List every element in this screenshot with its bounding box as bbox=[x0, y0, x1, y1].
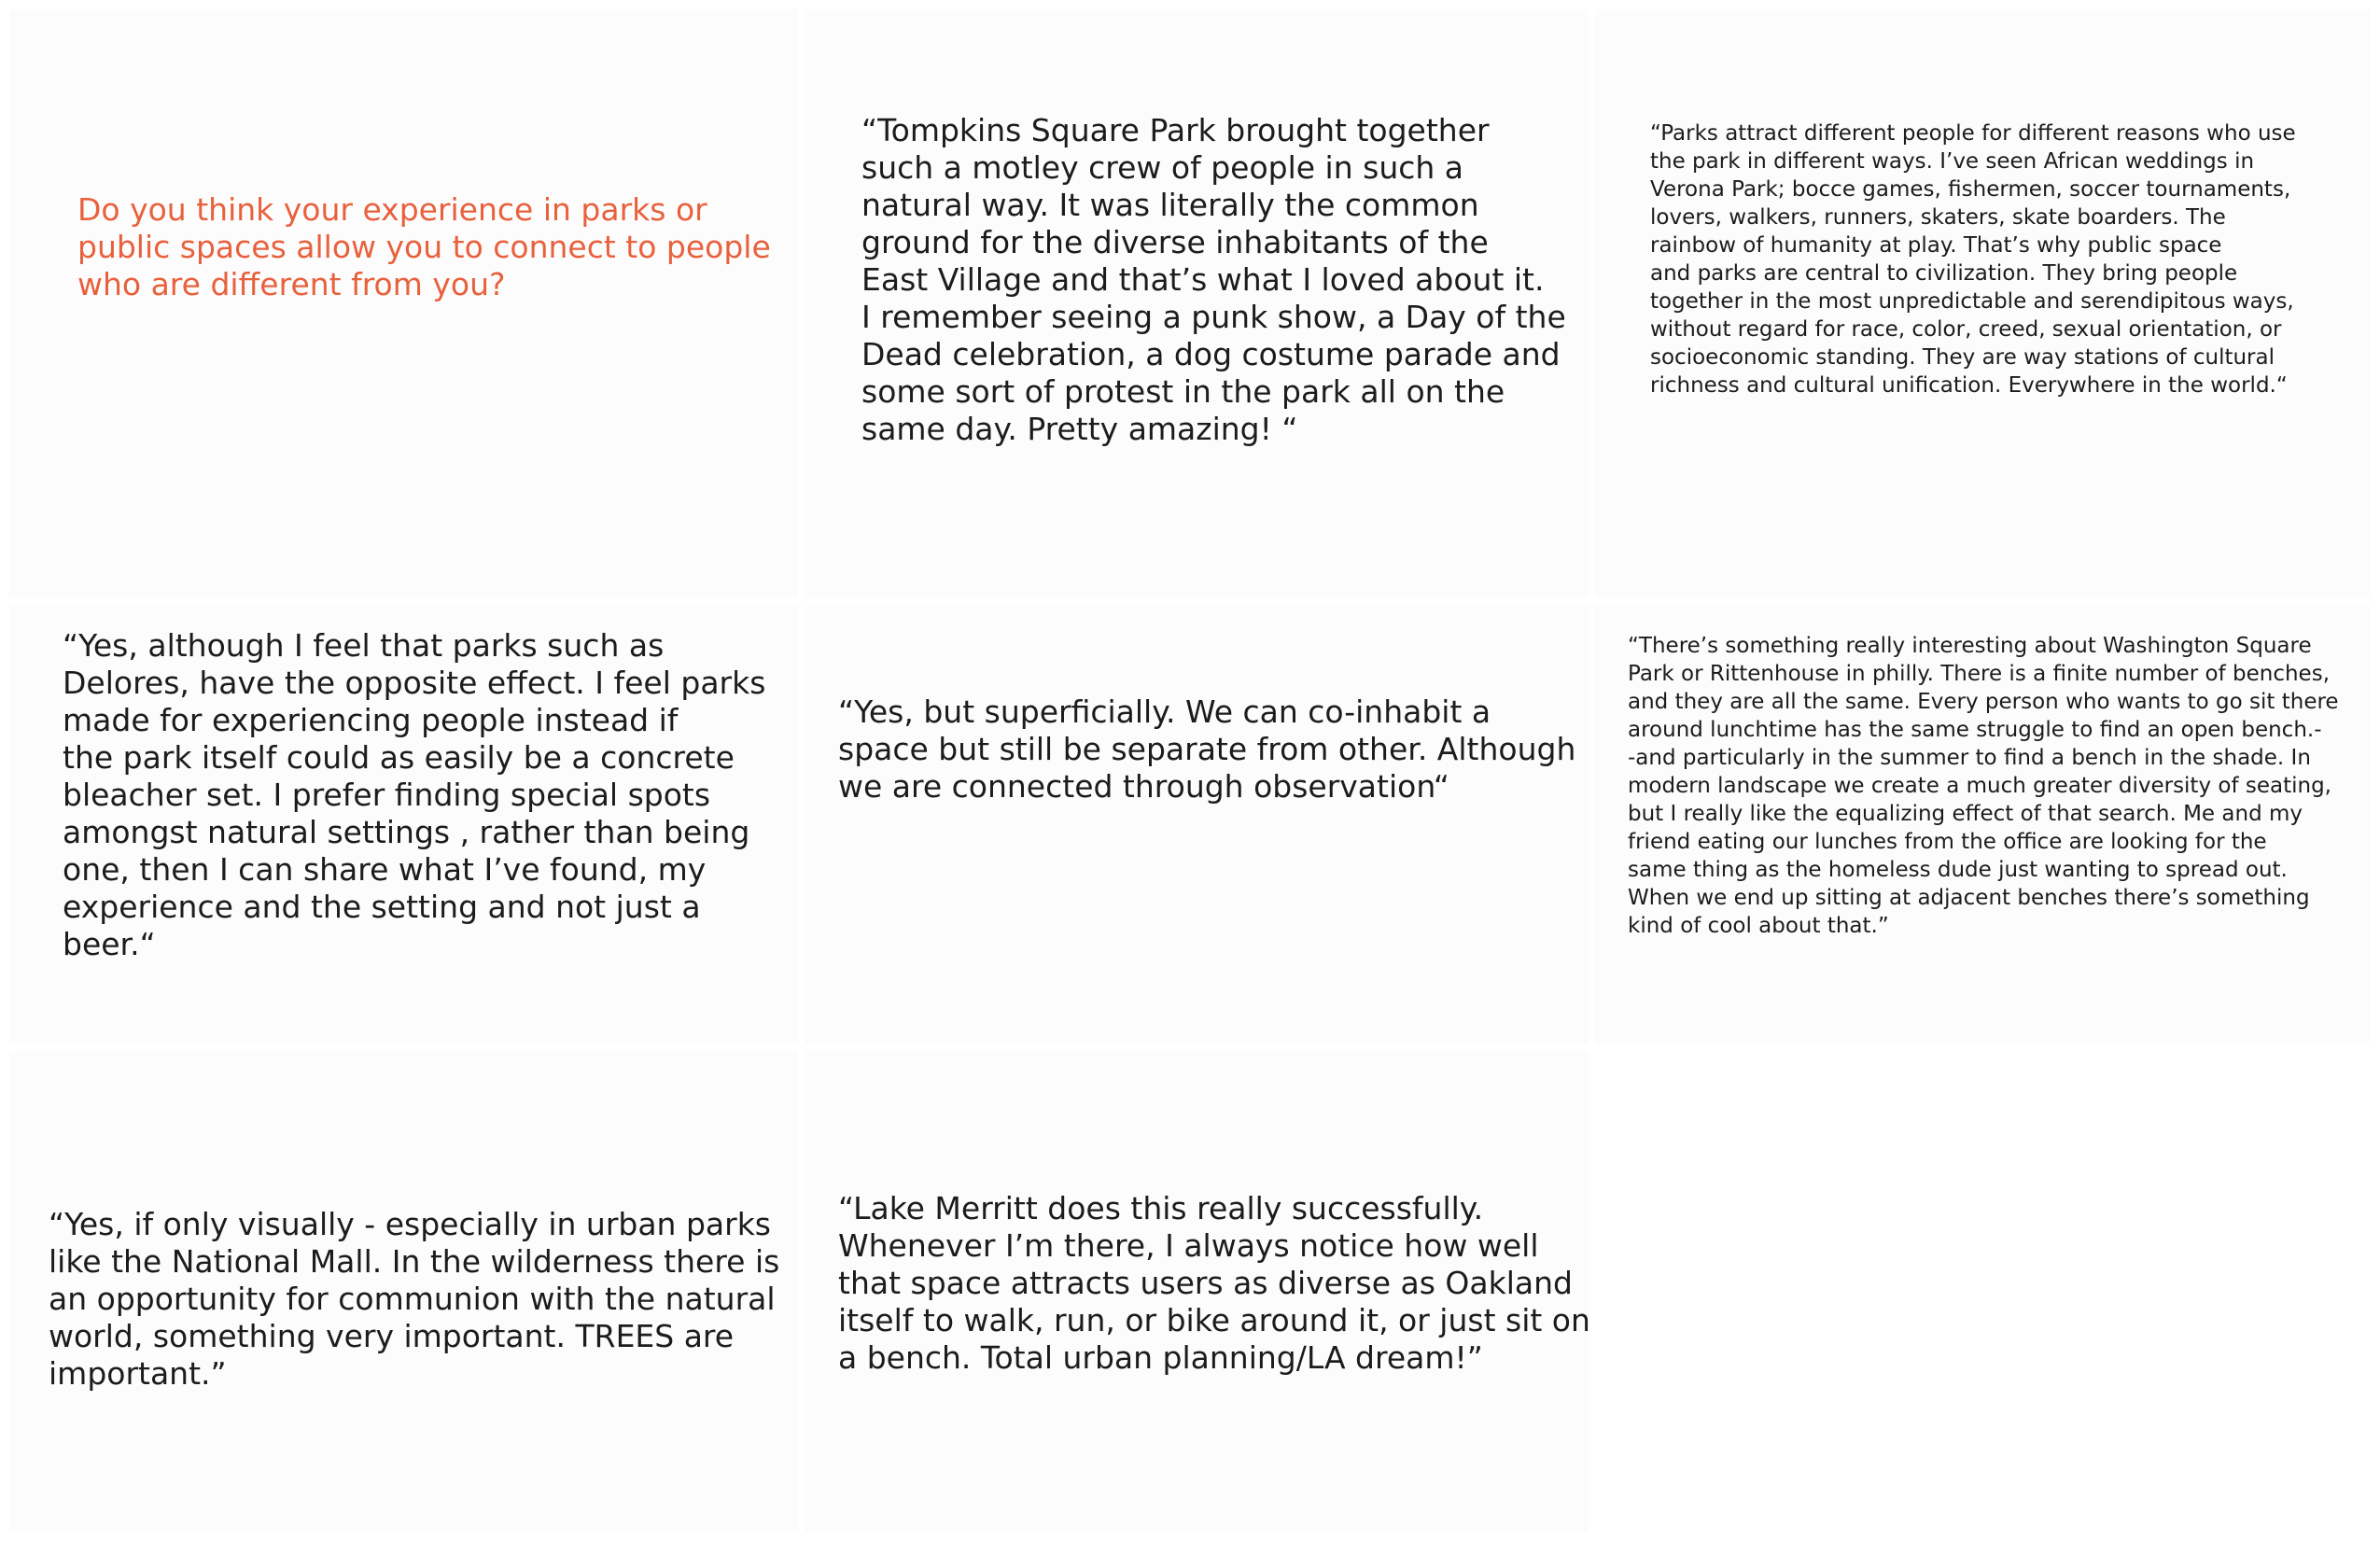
quote-washington-square-park: “There’s something really interesting about Washington Square Park or Rittenhouse in philly. There is a finite number of benches, and they are all the same. Every person who wants to go sit there around lunchtime has the same struggle to find an open bench.- -and particularly in the summer to find a bench in the shade. In modern landscape we create a much greater diversity of seating, but I really like the equalizing effect of that search. Me and my friend eating our lunches from the office are looking for the same thing as the homeless dude just wanting to spread out. When we end up sitting at adjacent benches there’s something kind of cool about that.” bbox=[1628, 634, 2339, 938]
survey-question: Do you think your experience in parks or public spaces allow you to connect to people who are different from you? bbox=[77, 191, 771, 302]
panel-row2-col2 bbox=[805, 605, 1589, 1044]
quote-tompkins-square-park: “Tompkins Square Park brought together such a motley crew of people in such a natural way. It was literally the common ground for the diverse inhabitants of the East Village and that’s what I loved about it. I remember seeing a punk show, a Day of the Dead celebration, a dog costume parade and some sort of protest in the park all on the same day. Pretty amazing! “ bbox=[861, 112, 1566, 447]
quote-lake-merritt: “Lake Merritt does this really successfully. Whenever I’m there, I always notice how well that space attracts users as diverse as Oakland itself to walk, run, or bike around it, or just sit on a bench. Total urban planning/LA dream!” bbox=[838, 1190, 1590, 1376]
panel-row1-col1 bbox=[9, 9, 798, 597]
quote-national-mall: “Yes, if only visually - especially in urban parks like the National Mall. In the wilderness there is an opportunity for communion with the natural world, something very important. TREES are important.” bbox=[49, 1206, 780, 1392]
quote-superficially: “Yes, but superficially. We can co-inhabit a space but still be separate from other. Although we are connected through observation“ bbox=[838, 693, 1576, 805]
quote-verona-park: “Parks attract different people for different reasons who use the park in different ways. I’ve seen African weddings in Verona Park; bocce games, fishermen, soccer tournaments, lovers, walkers, runners, skaters, skate boarders. The rainbow of humanity at play. That’s why public space and parks are central to civilization. They bring people together in the most unpredictable and serendipitous ways, without regard for race, color, creed, sexual orientation, or socioeconomic standing. They are way stations of cultural richness and cultural unification. Everywhere in the world.“ bbox=[1650, 121, 2296, 398]
quote-delores-park: “Yes, although I feel that parks such as Delores, have the opposite effect. I feel parks made for experiencing people instead if the park itself could as easily be a concrete bleacher set. I prefer finding special spots amongst natural settings , rather than being one, then I can share what I’ve found, my experience and the setting and not just a beer.“ bbox=[63, 627, 766, 962]
